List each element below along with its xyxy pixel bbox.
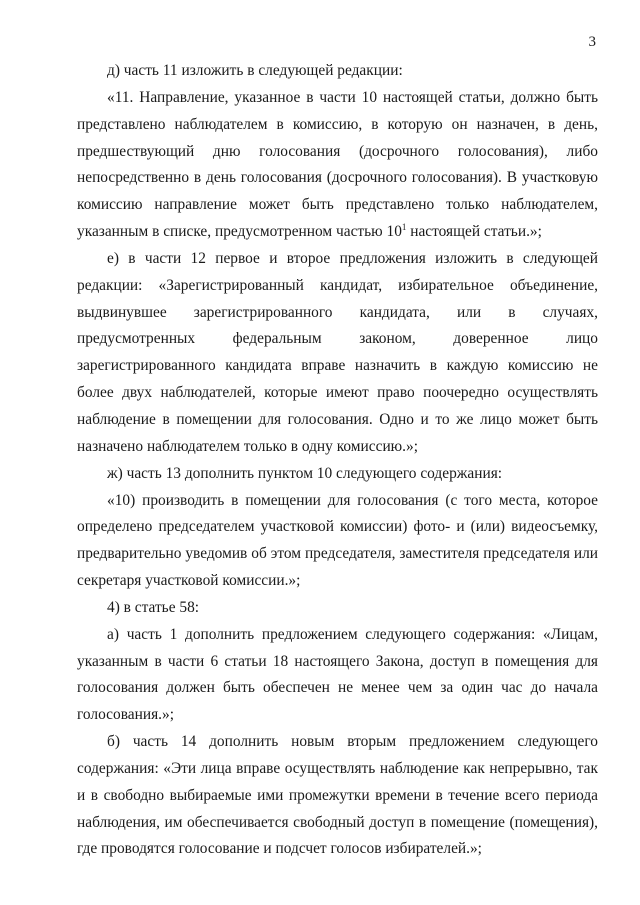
paragraph-text: а) часть 1 дополнить предложением следующего содержания: «Лицам, указанным в части 6 статьи 18 настоящего Закона, доступ в помещения для голосования должен быть обеспечен не менее чем за один час до начала голосования.»;: [77, 625, 598, 724]
paragraph-text: б) часть 14 дополнить новым вторым предложением следующего содержания: «Эти лица вправе осуществлять наблюдение как непрерывно, так и в свободно выбираемые ими промежутки времени в течение всего периода наблюдения, им обеспечивается свободный доступ в помещение (помещения), где проводятся голосование и подсчет голосов избирателей.»;: [77, 733, 598, 858]
paragraph-d: [77, 58, 598, 85]
paragraph-text: «10) производить в помещении для голосования (с того места, которое определено председателем участковой комиссии) фото- и (или) видеосъемку, предварительно уведомив об этом председателя, заместителя председателя или секретаря участковой комиссии.»;: [77, 491, 598, 590]
paragraph-b: [77, 729, 598, 863]
paragraph-text: д) часть 11 изложить в следующей редакции:: [107, 62, 403, 79]
paragraph-text: ж) часть 13 дополнить пунктом 10 следующего содержания:: [107, 464, 503, 482]
paragraph-zh: [77, 461, 598, 488]
paragraph-text-tail: настоящей статьи.»;: [406, 223, 542, 241]
paragraph-text: е) в части 12 первое и второе предложения изложить в следующей редакции: «Зарегистрированный кандидат, избирательное объединение, выдвинувшее зарегистрированного кандидата, или в случаях, предусмотренных федеральным законом, доверенное лицо зарегистрированного кандидата вправе назначить в каждую комиссию не более двух наблюдателей, которые имеют право поочередно осуществлять наблюдение в помещении для голосования. Одно и то же лицо может быть назначено наблюдателем только в одну комиссию.»;: [77, 249, 598, 455]
document-body: [77, 58, 598, 863]
paragraph-item-10: [77, 488, 598, 595]
paragraph-e: [77, 246, 598, 461]
paragraph-a: [77, 622, 598, 729]
superscript: 1: [401, 221, 407, 232]
paragraph-text: «11. Направление, указанное в части 10 настоящей статьи, должно быть представлено наблюдателем в комиссию, в которую он назначен, в день, предшествующий дню голосования (досрочного голосования), либо непосредственно в день голосования (досрочного голосования). В участковую комиссию направление может быть представлено только наблюдателем, указанным в списке, предусмотренном частью 10: [77, 88, 598, 241]
paragraph-4: [77, 595, 598, 622]
paragraph-text: 4) в статье 58:: [107, 598, 200, 616]
page-number: 3: [588, 34, 596, 50]
paragraph-article-11: [77, 85, 598, 246]
